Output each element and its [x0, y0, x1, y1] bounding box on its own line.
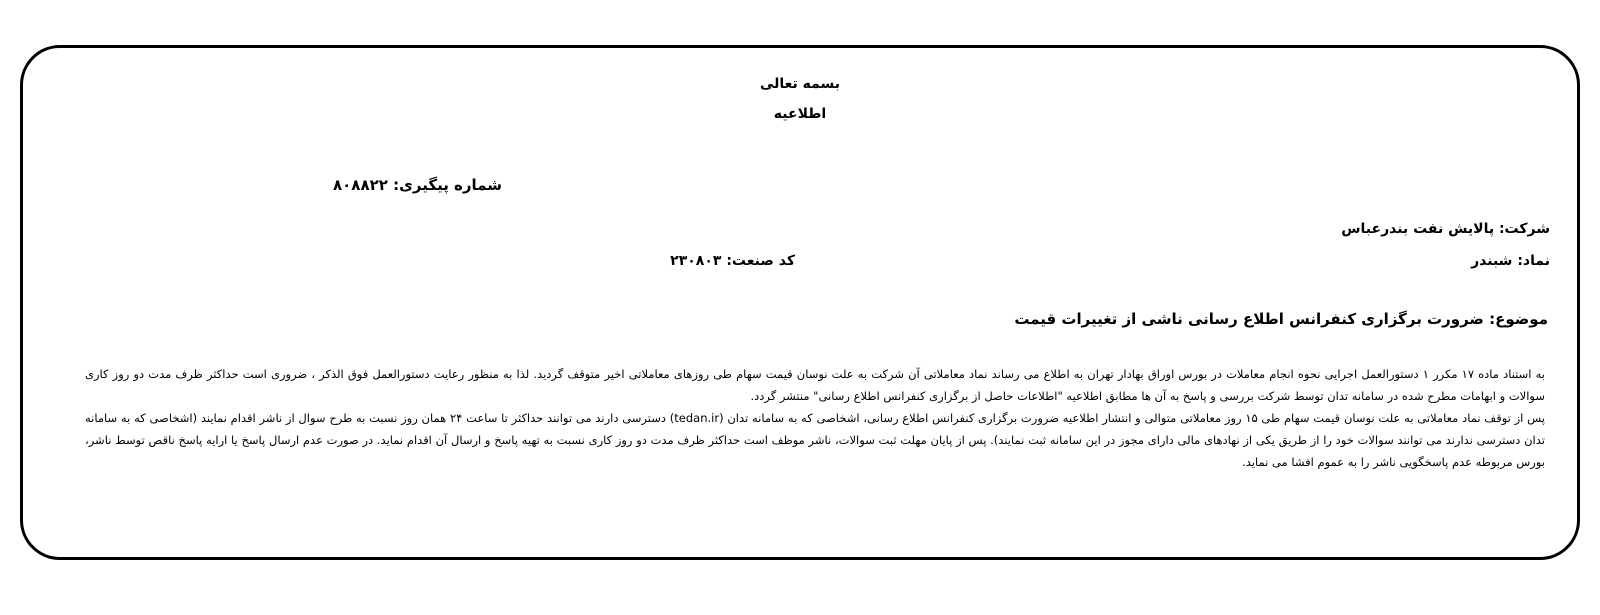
subject-value: ضرورت برگزاری کنفرانس اطلاع رسانی ناشی از تغییرات قیمت	[1014, 310, 1484, 328]
document-title: اطلاعیه	[773, 106, 827, 122]
tracking-number-value: ۸۰۸۸۲۲	[332, 176, 388, 194]
industry-code-label: کد صنعت:	[726, 253, 795, 269]
company-value: پالایش نفت بندرعباس	[1341, 221, 1495, 237]
bismillah-heading: بسمه تعالی	[759, 76, 841, 92]
industry-code-field	[670, 253, 795, 269]
document-frame	[20, 45, 1580, 560]
tracking-number	[333, 176, 502, 194]
body-paragraph: پس از توقف نماد معاملاتی به علت نوسان قیمت سهام طی ۱۵ روز معاملاتی متوالی و انتشار اطلاعیه ضرورت برگزاری کنفرانس اطلاع رسانی، اشخاصی که به سامانه تدان (tedan.ir) دسترسی دارند می توانند حداکثر تا ساعت ۲۴ همان روز نسبت به طرح سوال از ناشر اقدام نمایند (اشخاصی که به سامانه تدان دسترسی ندارند می توانند سوالات خود را از طریق یکی از نهادهای مالی دارای مجوز در این سامانه ثبت نمایند). پس از پایان مهلت ثبت سوالات، ناشر موظف است حداکثر ظرف مدت دو روز کاری نسبت به تهیه پاسخ و ارسال آن اقدام نماید. در صورت عدم ارسال پاسخ یا ارایه پاسخ ناقص توسط ناشر، بورس مربوطه عدم پاسخگویی ناشر را به عموم افشا می نماید.	[85, 411, 1545, 469]
symbol-field	[1471, 253, 1550, 269]
company-field	[1341, 221, 1550, 237]
announcement-body	[85, 363, 1545, 473]
symbol-label: نماد:	[1517, 253, 1550, 269]
symbol-value: شبندر	[1471, 253, 1513, 269]
tracking-number-label: شماره پیگیری:	[393, 176, 502, 194]
subject-line	[1014, 310, 1548, 328]
body-paragraph: به استناد ماده ۱۷ مکرر ۱ دستورالعمل اجرایی نحوه انجام معاملات در بورس اوراق بهادار تهران به اطلاع می رساند نماد معاملاتی آن شرکت به علت نوسان قیمت سهام طی روزهای معاملاتی اخیر متوقف گردید. لذا به منظور رعایت دستورالعمل فوق الذکر ، ضروری است حداکثر ظرف مدت دو روز کاری سوالات و ابهامات مطرح شده در سامانه تدان توسط شرکت بررسی و پاسخ به آن ها مطابق اطلاعیه "اطلاعات حاصل از برگزاری کنفرانس اطلاع رسانی" منتشر گردد.	[85, 367, 1545, 403]
company-label: شرکت:	[1498, 221, 1550, 237]
subject-label: موضوع:	[1489, 310, 1548, 328]
industry-code-value: ۲۳۰۸۰۳	[670, 253, 722, 269]
